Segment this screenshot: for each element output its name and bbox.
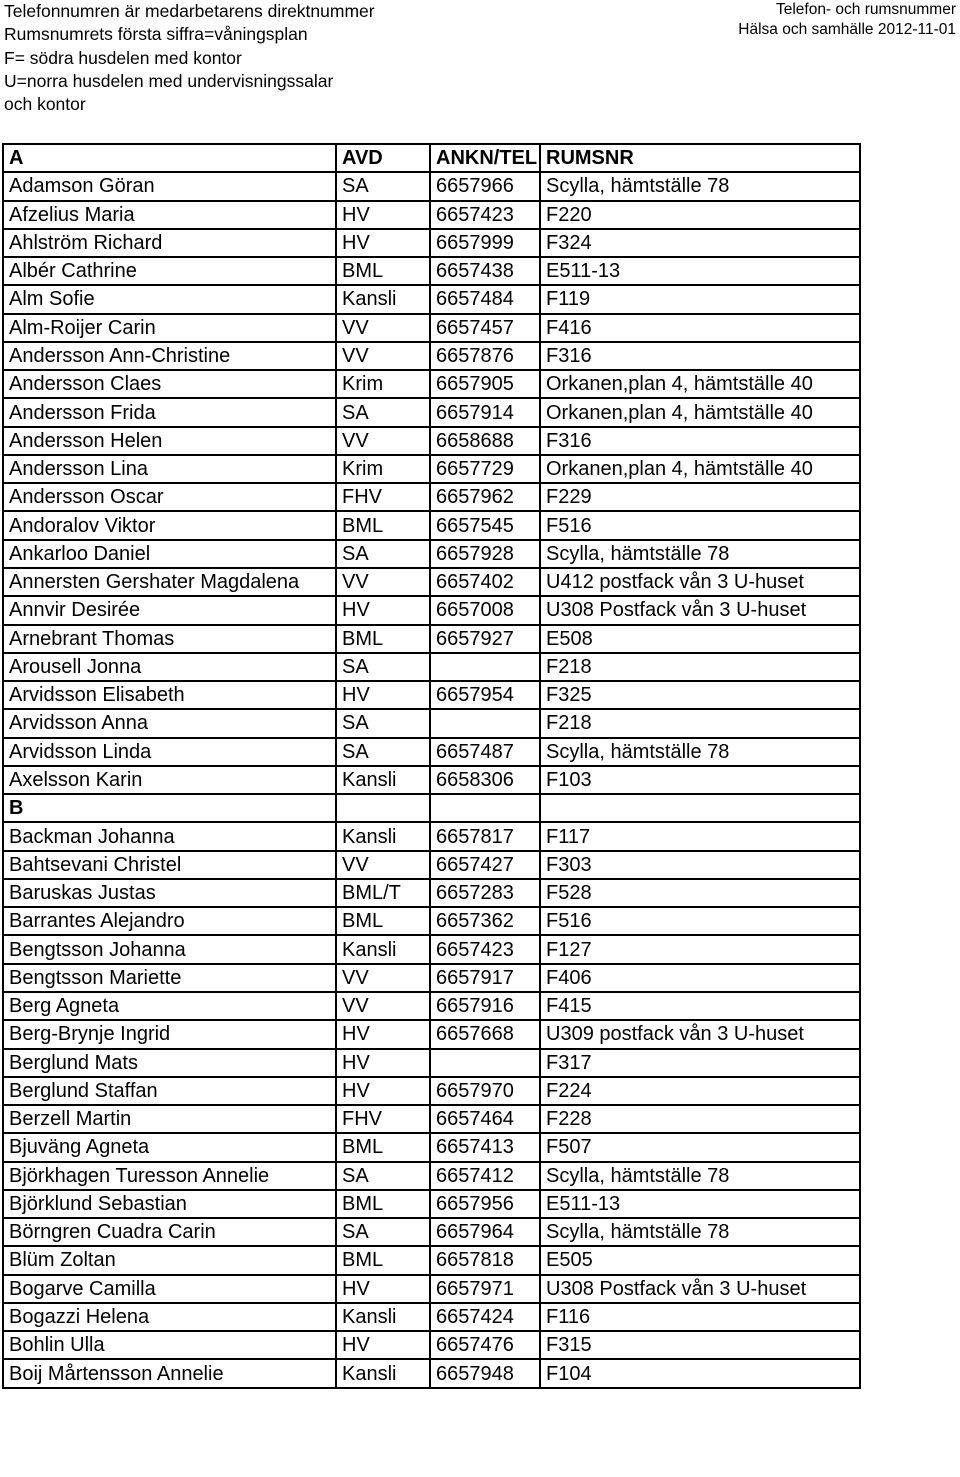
cell-name: Baruskas Justas — [3, 879, 336, 907]
table-row — [3, 1020, 860, 1048]
table-row — [3, 1049, 860, 1077]
cell-tel: 6657914 — [430, 398, 540, 426]
cell-room: F316 — [540, 427, 860, 455]
cell-avd: HV — [336, 229, 430, 257]
table-row — [3, 568, 860, 596]
cell-tel: 6657545 — [430, 511, 540, 539]
cell-tel: 6657729 — [430, 455, 540, 483]
cell-room: E511-13 — [540, 1190, 860, 1218]
cell-avd: BML — [336, 1133, 430, 1161]
section-row — [3, 794, 860, 822]
cell-room: F325 — [540, 681, 860, 709]
cell-name: Arvidsson Elisabeth — [3, 681, 336, 709]
cell-room: Orkanen,plan 4, hämtställe 40 — [540, 455, 860, 483]
table-row — [3, 370, 860, 398]
table-row — [3, 653, 860, 681]
cell-avd: VV — [336, 314, 430, 342]
cell-avd: VV — [336, 964, 430, 992]
table-row — [3, 992, 860, 1020]
cell-tel: 6657362 — [430, 907, 540, 935]
cell-avd: FHV — [336, 483, 430, 511]
column-header-tel: ANKN/TEL — [430, 144, 540, 172]
cell-avd: FHV — [336, 1105, 430, 1133]
cell-room: F516 — [540, 907, 860, 935]
cell-name: Afzelius Maria — [3, 201, 336, 229]
cell-avd: HV — [336, 1049, 430, 1077]
cell-avd: HV — [336, 1020, 430, 1048]
cell-room: E508 — [540, 625, 860, 653]
table-row — [3, 257, 860, 285]
cell-name: B — [3, 794, 336, 822]
cell-avd: SA — [336, 1218, 430, 1246]
cell-room: F228 — [540, 1105, 860, 1133]
cell-room: Scylla, hämtställe 78 — [540, 1218, 860, 1246]
cell-room: Orkanen,plan 4, hämtställe 40 — [540, 398, 860, 426]
cell-room: F119 — [540, 285, 860, 313]
note-line: Telefonnumren är medarbetarens direktnummer — [4, 1, 375, 21]
cell-room: F317 — [540, 1049, 860, 1077]
cell-avd: BML/T — [336, 879, 430, 907]
cell-avd: SA — [336, 738, 430, 766]
cell-tel: 6657964 — [430, 1218, 540, 1246]
cell-tel: 6657948 — [430, 1359, 540, 1387]
cell-room: Scylla, hämtställe 78 — [540, 1162, 860, 1190]
cell-name: Bogazzi Helena — [3, 1303, 336, 1331]
table-row — [3, 625, 860, 653]
cell-name: Berg-Brynje Ingrid — [3, 1020, 336, 1048]
cell-name: Bogarve Camilla — [3, 1275, 336, 1303]
cell-name: Berg Agneta — [3, 992, 336, 1020]
cell-avd: HV — [336, 596, 430, 624]
cell-avd: BML — [336, 511, 430, 539]
table-row — [3, 1359, 860, 1387]
cell-avd: VV — [336, 342, 430, 370]
cell-tel: 6657412 — [430, 1162, 540, 1190]
cell-avd: Kansli — [336, 935, 430, 963]
table-row — [3, 1218, 860, 1246]
cell-room: F224 — [540, 1077, 860, 1105]
table-row — [3, 766, 860, 794]
cell-tel: 6657927 — [430, 625, 540, 653]
cell-room: U309 postfack vån 3 U-huset — [540, 1020, 860, 1048]
cell-room: F220 — [540, 201, 860, 229]
table-row — [3, 229, 860, 257]
cell-tel: 6658306 — [430, 766, 540, 794]
header-notes — [4, 0, 375, 116]
cell-room: F406 — [540, 964, 860, 992]
cell-tel: 6657457 — [430, 314, 540, 342]
table-row — [3, 1133, 860, 1161]
cell-tel: 6657464 — [430, 1105, 540, 1133]
column-header-avd: AVD — [336, 144, 430, 172]
cell-name: Andersson Lina — [3, 455, 336, 483]
cell-tel: 6657476 — [430, 1331, 540, 1359]
column-header-name: A — [3, 144, 336, 172]
cell-name: Ankarloo Daniel — [3, 540, 336, 568]
cell-room: F104 — [540, 1359, 860, 1387]
cell-tel: 6657402 — [430, 568, 540, 596]
cell-tel: 6657668 — [430, 1020, 540, 1048]
cell-tel: 6657818 — [430, 1246, 540, 1274]
cell-name: Berglund Mats — [3, 1049, 336, 1077]
cell-name: Annvir Desirée — [3, 596, 336, 624]
cell-tel: 6657424 — [430, 1303, 540, 1331]
cell-name: Adamson Göran — [3, 172, 336, 200]
cell-room: F229 — [540, 483, 860, 511]
cell-name: Arvidsson Linda — [3, 738, 336, 766]
table-row — [3, 1190, 860, 1218]
cell-tel: 6657817 — [430, 822, 540, 850]
cell-tel: 6657966 — [430, 172, 540, 200]
table-row — [3, 879, 860, 907]
cell-tel: 6657413 — [430, 1133, 540, 1161]
table-row — [3, 851, 860, 879]
table-row — [3, 907, 860, 935]
cell-name: Andersson Frida — [3, 398, 336, 426]
cell-tel: 6657423 — [430, 201, 540, 229]
cell-room: F103 — [540, 766, 860, 794]
cell-tel: 6657283 — [430, 879, 540, 907]
cell-room: F516 — [540, 511, 860, 539]
cell-avd: HV — [336, 1275, 430, 1303]
cell-room: F116 — [540, 1303, 860, 1331]
table-row — [3, 201, 860, 229]
cell-avd: VV — [336, 427, 430, 455]
cell-name: Bengtsson Johanna — [3, 935, 336, 963]
note-line: Rumsnumrets första siffra=våningsplan — [4, 24, 308, 45]
table-row — [3, 398, 860, 426]
cell-room: E505 — [540, 1246, 860, 1274]
table-row — [3, 511, 860, 539]
document-title — [738, 0, 956, 40]
cell-name: Berzell Martin — [3, 1105, 336, 1133]
cell-avd: BML — [336, 1246, 430, 1274]
cell-tel: 6657928 — [430, 540, 540, 568]
cell-avd: SA — [336, 709, 430, 737]
cell-room: Orkanen,plan 4, hämtställe 40 — [540, 370, 860, 398]
cell-tel: 6657971 — [430, 1275, 540, 1303]
cell-name: Ahlström Richard — [3, 229, 336, 257]
column-header-room: RUMSNR — [540, 144, 860, 172]
cell-avd: Kansli — [336, 1303, 430, 1331]
cell-tel: 6657970 — [430, 1077, 540, 1105]
table-row — [3, 822, 860, 850]
cell-name: Andersson Helen — [3, 427, 336, 455]
table-row — [3, 681, 860, 709]
cell-room: F303 — [540, 851, 860, 879]
cell-tel — [430, 1049, 540, 1077]
cell-name: Berglund Staffan — [3, 1077, 336, 1105]
cell-room: F507 — [540, 1133, 860, 1161]
cell-avd: BML — [336, 907, 430, 935]
table-row — [3, 427, 860, 455]
cell-avd: HV — [336, 681, 430, 709]
table-row — [3, 483, 860, 511]
cell-avd: BML — [336, 257, 430, 285]
cell-name: Bohlin Ulla — [3, 1331, 336, 1359]
cell-avd: BML — [336, 1190, 430, 1218]
cell-name: Boij Mårtensson Annelie — [3, 1359, 336, 1387]
header-row — [3, 144, 860, 172]
table-row — [3, 1246, 860, 1274]
cell-room: F315 — [540, 1331, 860, 1359]
cell-tel: 6657999 — [430, 229, 540, 257]
cell-name: Annersten Gershater Magdalena — [3, 568, 336, 596]
cell-avd: SA — [336, 398, 430, 426]
cell-tel — [430, 653, 540, 681]
cell-avd: HV — [336, 201, 430, 229]
table-row — [3, 1077, 860, 1105]
cell-room: F218 — [540, 709, 860, 737]
cell-room — [540, 794, 860, 822]
cell-avd: VV — [336, 568, 430, 596]
cell-room: E511-13 — [540, 257, 860, 285]
table-row — [3, 314, 860, 342]
table-row — [3, 596, 860, 624]
table-row — [3, 540, 860, 568]
cell-avd: Kansli — [336, 1359, 430, 1387]
table-row — [3, 285, 860, 313]
table-row — [3, 935, 860, 963]
cell-room: Scylla, hämtställe 78 — [540, 540, 860, 568]
cell-tel: 6657484 — [430, 285, 540, 313]
table-row — [3, 709, 860, 737]
cell-room: U412 postfack vån 3 U-huset — [540, 568, 860, 596]
cell-name: Barrantes Alejandro — [3, 907, 336, 935]
cell-avd: VV — [336, 992, 430, 1020]
cell-room: F416 — [540, 314, 860, 342]
cell-name: Backman Johanna — [3, 822, 336, 850]
cell-tel — [430, 709, 540, 737]
cell-avd: HV — [336, 1331, 430, 1359]
cell-tel: 6657956 — [430, 1190, 540, 1218]
cell-name: Blüm Zoltan — [3, 1246, 336, 1274]
cell-avd — [336, 794, 430, 822]
cell-tel: 6657905 — [430, 370, 540, 398]
cell-room: F127 — [540, 935, 860, 963]
cell-tel: 6657962 — [430, 483, 540, 511]
table-row — [3, 738, 860, 766]
cell-tel: 6657876 — [430, 342, 540, 370]
directory-table — [2, 143, 861, 1389]
cell-name: Bahtsevani Christel — [3, 851, 336, 879]
cell-name: Alm Sofie — [3, 285, 336, 313]
cell-name: Arvidsson Anna — [3, 709, 336, 737]
cell-tel: 6657423 — [430, 935, 540, 963]
cell-avd: SA — [336, 172, 430, 200]
table-row — [3, 455, 860, 483]
cell-avd: SA — [336, 653, 430, 681]
cell-tel: 6657954 — [430, 681, 540, 709]
cell-name: Alm-Roijer Carin — [3, 314, 336, 342]
cell-avd: Krim — [336, 370, 430, 398]
note-line: F= södra husdelen med kontor — [4, 47, 242, 68]
cell-name: Andersson Oscar — [3, 483, 336, 511]
cell-name: Bjuväng Agneta — [3, 1133, 336, 1161]
table-row — [3, 172, 860, 200]
cell-avd: Kansli — [336, 766, 430, 794]
cell-tel — [430, 794, 540, 822]
cell-room: Scylla, hämtställe 78 — [540, 172, 860, 200]
cell-name: Arnebrant Thomas — [3, 625, 336, 653]
cell-name: Axelsson Karin — [3, 766, 336, 794]
cell-room: U308 Postfack vån 3 U-huset — [540, 1275, 860, 1303]
cell-room: F117 — [540, 822, 860, 850]
table-row — [3, 342, 860, 370]
cell-room: Scylla, hämtställe 78 — [540, 738, 860, 766]
cell-avd: BML — [336, 625, 430, 653]
cell-room: U308 Postfack vån 3 U-huset — [540, 596, 860, 624]
cell-room: F218 — [540, 653, 860, 681]
cell-room: F324 — [540, 229, 860, 257]
table-row — [3, 1162, 860, 1190]
cell-avd: HV — [336, 1077, 430, 1105]
cell-avd: Kansli — [336, 285, 430, 313]
cell-tel: 6657917 — [430, 964, 540, 992]
table-row — [3, 1303, 860, 1331]
note-line: och kontor — [4, 94, 86, 115]
cell-name: Andersson Ann-Christine — [3, 342, 336, 370]
cell-name: Björklund Sebastian — [3, 1190, 336, 1218]
cell-name: Björkhagen Turesson Annelie — [3, 1162, 336, 1190]
cell-name: Andoralov Viktor — [3, 511, 336, 539]
cell-room: F316 — [540, 342, 860, 370]
cell-tel: 6657916 — [430, 992, 540, 1020]
cell-tel: 6657487 — [430, 738, 540, 766]
date-line: Hälsa och samhälle 2012-11-01 — [738, 21, 956, 38]
cell-avd: VV — [336, 851, 430, 879]
cell-name: Börngren Cuadra Carin — [3, 1218, 336, 1246]
cell-avd: SA — [336, 1162, 430, 1190]
cell-tel: 6657438 — [430, 257, 540, 285]
table-row — [3, 1275, 860, 1303]
cell-tel: 6657008 — [430, 596, 540, 624]
cell-name: Andersson Claes — [3, 370, 336, 398]
cell-tel: 6657427 — [430, 851, 540, 879]
note-line: U=norra husdelen med undervisningssalar — [4, 70, 334, 91]
cell-room: F528 — [540, 879, 860, 907]
table-row — [3, 964, 860, 992]
cell-avd: SA — [336, 540, 430, 568]
title-line: Telefon- och rumsnummer — [775, 1, 956, 18]
cell-avd: Kansli — [336, 822, 430, 850]
cell-tel: 6658688 — [430, 427, 540, 455]
cell-name: Bengtsson Mariette — [3, 964, 336, 992]
cell-avd: Krim — [336, 455, 430, 483]
table-row — [3, 1105, 860, 1133]
cell-name: Arousell Jonna — [3, 653, 336, 681]
cell-room: F415 — [540, 992, 860, 1020]
cell-name: Albér Cathrine — [3, 257, 336, 285]
table-row — [3, 1331, 860, 1359]
